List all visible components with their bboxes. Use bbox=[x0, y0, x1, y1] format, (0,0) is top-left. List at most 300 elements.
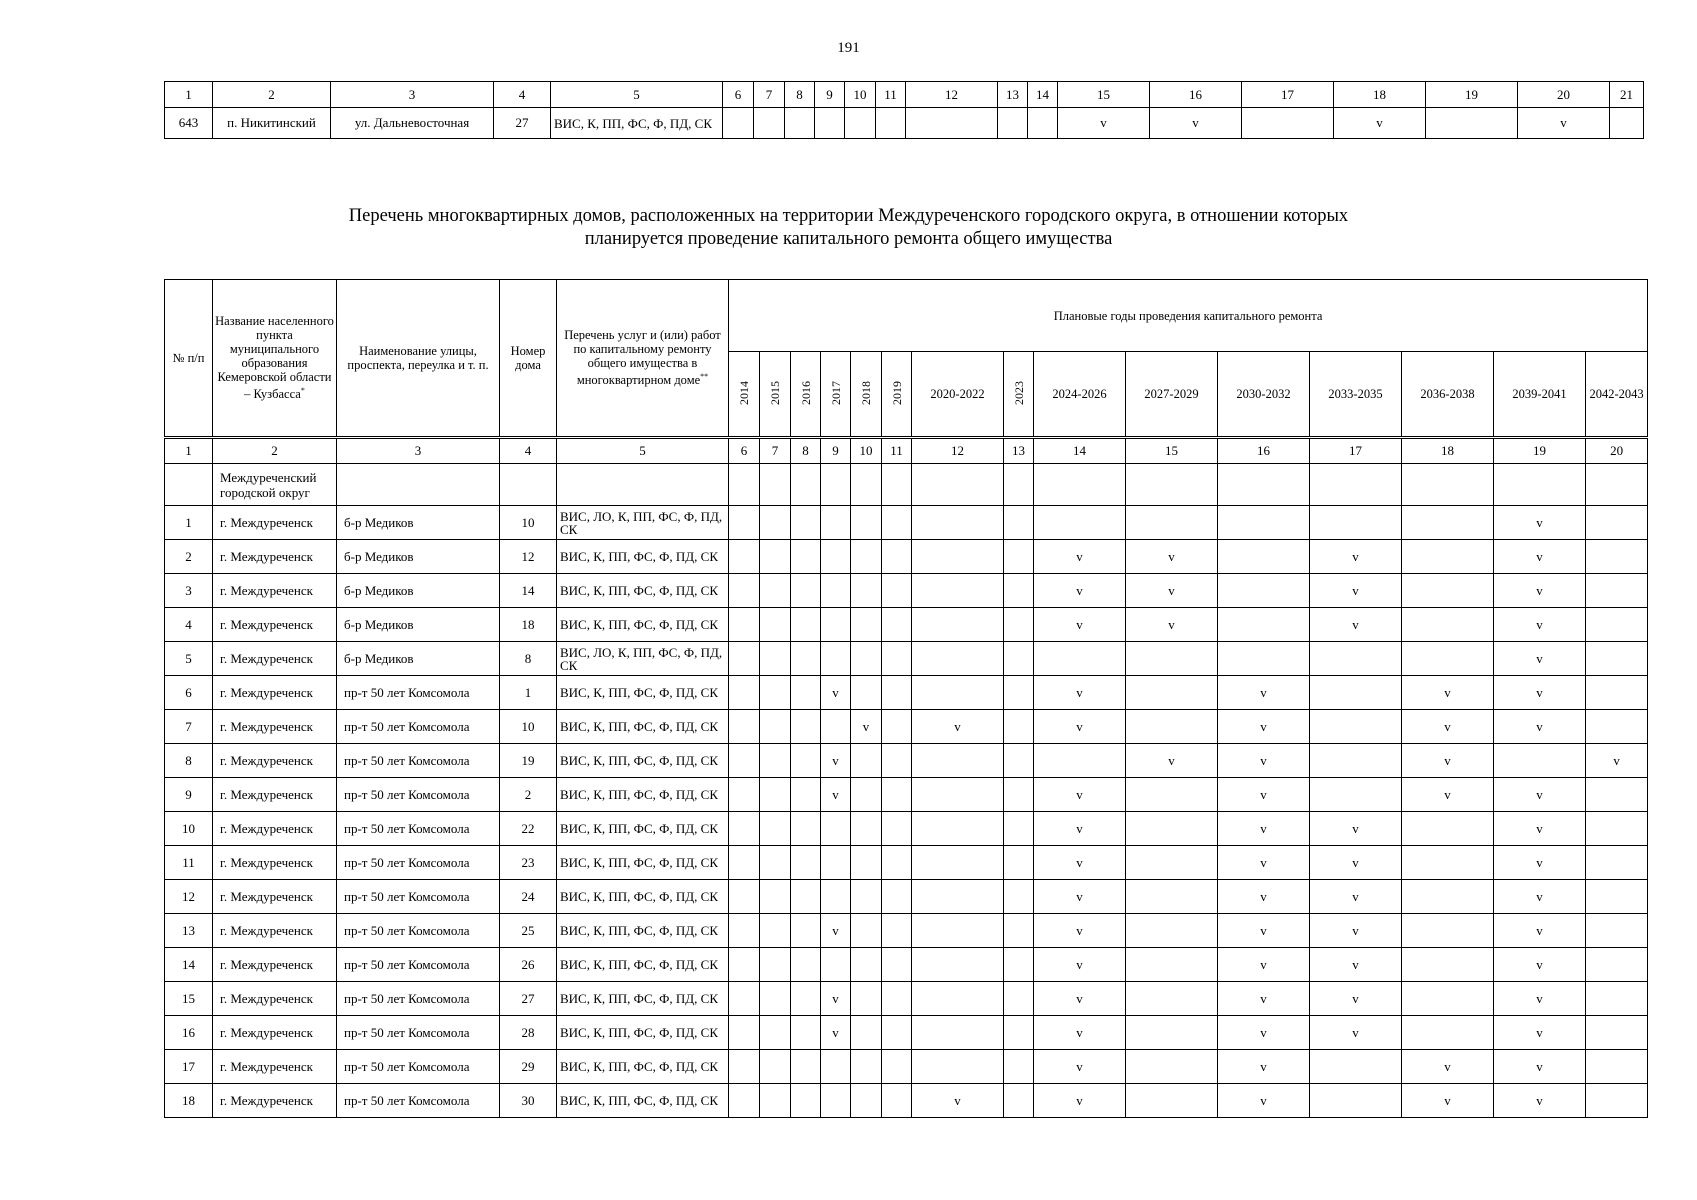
table-row bbox=[165, 108, 1644, 139]
column-number: 9 bbox=[815, 82, 845, 108]
services-cell: ВИС, К, ПП, ФС, Ф, ПД, СК bbox=[557, 914, 729, 948]
mark-cell bbox=[1004, 710, 1034, 744]
mark-cell: v bbox=[912, 710, 1004, 744]
mark-cell bbox=[1494, 744, 1586, 778]
row-number: 17 bbox=[165, 1050, 213, 1084]
street-cell: пр-т 50 лет Комсомола bbox=[337, 1016, 500, 1050]
mark-cell bbox=[1004, 574, 1034, 608]
mark-cell: v bbox=[1494, 642, 1586, 676]
mark-cell bbox=[1126, 506, 1218, 540]
table-row bbox=[165, 710, 1648, 744]
row-number: 5 bbox=[165, 642, 213, 676]
mark-cell bbox=[1242, 108, 1334, 139]
mark-cell bbox=[1004, 642, 1034, 676]
header-services: Перечень услуг и (или) работ по капитальному ремонту общего имущества в многоквартирном доме** bbox=[557, 280, 729, 438]
house-cell: 18 bbox=[500, 608, 557, 642]
column-number: 13 bbox=[1004, 438, 1034, 464]
locality-cell: г. Междуреченск bbox=[213, 982, 337, 1016]
mark-cell: v bbox=[1034, 778, 1126, 812]
row-number: 7 bbox=[165, 710, 213, 744]
mark-cell bbox=[876, 108, 906, 139]
mark-cell bbox=[729, 1016, 760, 1050]
previous-page-table bbox=[164, 81, 1644, 139]
mark-cell: v bbox=[1034, 948, 1126, 982]
services-cell: ВИС, К, ПП, ФС, Ф, ПД, СК bbox=[557, 1016, 729, 1050]
street-cell: пр-т 50 лет Комсомола bbox=[337, 914, 500, 948]
header-year-range: 2020-2022 bbox=[912, 352, 1004, 438]
mark-cell: v bbox=[1494, 778, 1586, 812]
column-number: 6 bbox=[723, 82, 754, 108]
mark-cell bbox=[912, 778, 1004, 812]
mark-cell: v bbox=[1310, 574, 1402, 608]
header-year-range: 2024-2026 bbox=[1034, 352, 1126, 438]
mark-cell bbox=[1426, 108, 1518, 139]
mark-cell bbox=[1586, 846, 1648, 880]
mark-cell bbox=[912, 948, 1004, 982]
mark-cell: v bbox=[1218, 778, 1310, 812]
mark-cell bbox=[729, 880, 760, 914]
table-row bbox=[165, 914, 1648, 948]
services-cell: ВИС, К, ПП, ФС, Ф, ПД, СК bbox=[557, 880, 729, 914]
row-number: 4 bbox=[165, 608, 213, 642]
mark-cell bbox=[729, 574, 760, 608]
mark-cell bbox=[1610, 108, 1644, 139]
mark-cell bbox=[882, 506, 912, 540]
mark-cell: v bbox=[1334, 108, 1426, 139]
locality-cell: г. Междуреченск bbox=[213, 710, 337, 744]
house-cell: 22 bbox=[500, 812, 557, 846]
locality-cell: г. Междуреченск bbox=[213, 608, 337, 642]
row-number: 8 bbox=[165, 744, 213, 778]
mark-cell bbox=[785, 108, 815, 139]
mark-cell: v bbox=[851, 710, 882, 744]
mark-cell bbox=[1004, 846, 1034, 880]
mark-cell bbox=[1218, 574, 1310, 608]
mark-cell bbox=[882, 948, 912, 982]
mark-cell: v bbox=[1218, 710, 1310, 744]
mark-cell bbox=[912, 846, 1004, 880]
mark-cell bbox=[1126, 914, 1218, 948]
table-row bbox=[165, 1016, 1648, 1050]
mark-cell bbox=[1004, 540, 1034, 574]
mark-cell bbox=[1004, 812, 1034, 846]
mark-cell bbox=[821, 846, 851, 880]
mark-cell bbox=[1310, 778, 1402, 812]
mark-cell bbox=[912, 540, 1004, 574]
mark-cell: v bbox=[1310, 1016, 1402, 1050]
row-number: 1 bbox=[165, 506, 213, 540]
mark-cell: v bbox=[1494, 574, 1586, 608]
column-number: 12 bbox=[906, 82, 998, 108]
table-row bbox=[165, 948, 1648, 982]
column-number-row bbox=[165, 82, 1644, 108]
locality-cell: г. Междуреченск bbox=[213, 506, 337, 540]
mark-cell: v bbox=[1218, 812, 1310, 846]
mark-cell bbox=[760, 914, 791, 948]
locality-cell: г. Междуреченск bbox=[213, 744, 337, 778]
street-cell: б-р Медиков bbox=[337, 540, 500, 574]
mark-cell bbox=[760, 506, 791, 540]
street-cell: пр-т 50 лет Комсомола bbox=[337, 880, 500, 914]
mark-cell bbox=[1310, 506, 1402, 540]
mark-cell: v bbox=[1218, 948, 1310, 982]
mark-cell: v bbox=[1494, 982, 1586, 1016]
mark-cell bbox=[1004, 1050, 1034, 1084]
street-cell: пр-т 50 лет Комсомола bbox=[337, 982, 500, 1016]
house-cell: 27 bbox=[494, 108, 551, 139]
column-number: 1 bbox=[165, 82, 213, 108]
mark-cell: v bbox=[1034, 846, 1126, 880]
header-year: 2016 bbox=[791, 352, 821, 438]
mark-cell: v bbox=[1494, 676, 1586, 710]
group-label: Междуреченский городской округ bbox=[213, 464, 337, 506]
services-cell: ВИС, ЛО, К, ПП, ФС, Ф, ПД, СК bbox=[557, 642, 729, 676]
mark-cell bbox=[729, 676, 760, 710]
mark-cell: v bbox=[1034, 608, 1126, 642]
row-number: 643 bbox=[165, 108, 213, 139]
mark-cell: v bbox=[1218, 880, 1310, 914]
mark-cell: v bbox=[1034, 982, 1126, 1016]
mark-cell bbox=[1126, 948, 1218, 982]
services-cell: ВИС, ЛО, К, ПП, ФС, Ф, ПД, СК bbox=[557, 506, 729, 540]
mark-cell bbox=[1402, 812, 1494, 846]
header-year: 2019 bbox=[882, 352, 912, 438]
street-cell: б-р Медиков bbox=[337, 574, 500, 608]
mark-cell bbox=[1310, 676, 1402, 710]
header-year: 2017 bbox=[821, 352, 851, 438]
table-row bbox=[165, 642, 1648, 676]
mark-cell: v bbox=[1494, 506, 1586, 540]
mark-cell: v bbox=[1494, 846, 1586, 880]
services-cell: ВИС, К, ПП, ФС, Ф, ПД, СК bbox=[557, 812, 729, 846]
mark-cell bbox=[906, 108, 998, 139]
street-cell: пр-т 50 лет Комсомола bbox=[337, 1050, 500, 1084]
mark-cell bbox=[1034, 506, 1126, 540]
mark-cell bbox=[791, 608, 821, 642]
column-number: 14 bbox=[1034, 438, 1126, 464]
house-cell: 28 bbox=[500, 1016, 557, 1050]
mark-cell bbox=[912, 982, 1004, 1016]
mark-cell bbox=[912, 642, 1004, 676]
mark-cell bbox=[882, 642, 912, 676]
mark-cell bbox=[1586, 880, 1648, 914]
mark-cell bbox=[1586, 676, 1648, 710]
house-cell: 23 bbox=[500, 846, 557, 880]
mark-cell bbox=[1218, 540, 1310, 574]
locality-cell: г. Междуреченск bbox=[213, 574, 337, 608]
mark-cell: v bbox=[1402, 744, 1494, 778]
header-year-range: 2027-2029 bbox=[1126, 352, 1218, 438]
column-number: 14 bbox=[1028, 82, 1058, 108]
house-cell: 12 bbox=[500, 540, 557, 574]
column-number: 10 bbox=[845, 82, 876, 108]
street-cell: б-р Медиков bbox=[337, 506, 500, 540]
mark-cell: v bbox=[1034, 812, 1126, 846]
services-cell: ВИС, К, ПП, ФС, Ф, ПД, СК bbox=[557, 540, 729, 574]
mark-cell: v bbox=[1310, 608, 1402, 642]
table-row bbox=[165, 846, 1648, 880]
services-cell: ВИС, К, ПП, ФС, Ф, ПД, СК bbox=[557, 574, 729, 608]
house-cell: 10 bbox=[500, 710, 557, 744]
group-row bbox=[165, 464, 1648, 506]
mark-cell bbox=[851, 1016, 882, 1050]
mark-cell bbox=[912, 676, 1004, 710]
mark-cell: v bbox=[1034, 914, 1126, 948]
mark-cell bbox=[1586, 1050, 1648, 1084]
house-cell: 29 bbox=[500, 1050, 557, 1084]
row-number: 11 bbox=[165, 846, 213, 880]
street-cell: пр-т 50 лет Комсомола bbox=[337, 1084, 500, 1118]
column-number: 20 bbox=[1586, 438, 1648, 464]
mark-cell bbox=[760, 608, 791, 642]
column-number: 16 bbox=[1218, 438, 1310, 464]
column-number: 16 bbox=[1150, 82, 1242, 108]
mark-cell: v bbox=[1494, 1016, 1586, 1050]
column-number: 15 bbox=[1058, 82, 1150, 108]
mark-cell: v bbox=[1402, 1084, 1494, 1118]
mark-cell bbox=[729, 540, 760, 574]
mark-cell bbox=[791, 642, 821, 676]
mark-cell bbox=[1126, 642, 1218, 676]
mark-cell bbox=[912, 744, 1004, 778]
mark-cell bbox=[851, 1084, 882, 1118]
header-year: 2014 bbox=[729, 352, 760, 438]
mark-cell bbox=[729, 948, 760, 982]
mark-cell: v bbox=[1310, 982, 1402, 1016]
services-cell: ВИС, К, ПП, ФС, Ф, ПД, СК bbox=[557, 1084, 729, 1118]
mark-cell: v bbox=[1126, 540, 1218, 574]
mark-cell bbox=[1126, 846, 1218, 880]
mark-cell: v bbox=[1518, 108, 1610, 139]
mark-cell bbox=[760, 778, 791, 812]
mark-cell bbox=[851, 846, 882, 880]
mark-cell bbox=[882, 812, 912, 846]
street-cell: ул. Дальневосточная bbox=[331, 108, 494, 139]
mark-cell bbox=[912, 880, 1004, 914]
mark-cell: v bbox=[1310, 540, 1402, 574]
services-cell: ВИС, К, ПП, ФС, Ф, ПД, СК bbox=[557, 608, 729, 642]
mark-cell bbox=[1310, 642, 1402, 676]
mark-cell: v bbox=[1494, 880, 1586, 914]
mark-cell bbox=[821, 1050, 851, 1084]
table-row bbox=[165, 574, 1648, 608]
mark-cell: v bbox=[1034, 1084, 1126, 1118]
mark-cell: v bbox=[821, 982, 851, 1016]
mark-cell bbox=[821, 948, 851, 982]
table-row bbox=[165, 982, 1648, 1016]
mark-cell bbox=[882, 608, 912, 642]
header-year-range: 2033-2035 bbox=[1310, 352, 1402, 438]
mark-cell bbox=[729, 846, 760, 880]
services-cell: ВИС, К, ПП, ФС, Ф, ПД, СК bbox=[557, 948, 729, 982]
mark-cell bbox=[760, 540, 791, 574]
mark-cell bbox=[882, 1050, 912, 1084]
table-row bbox=[165, 676, 1648, 710]
house-cell: 24 bbox=[500, 880, 557, 914]
house-cell: 10 bbox=[500, 506, 557, 540]
locality-cell: г. Междуреченск bbox=[213, 1050, 337, 1084]
header-year: 2015 bbox=[760, 352, 791, 438]
column-number: 5 bbox=[557, 438, 729, 464]
mark-cell bbox=[1034, 642, 1126, 676]
mark-cell bbox=[1126, 1084, 1218, 1118]
mark-cell bbox=[851, 642, 882, 676]
column-number: 7 bbox=[754, 82, 785, 108]
mark-cell bbox=[851, 676, 882, 710]
mark-cell bbox=[729, 744, 760, 778]
column-number: 19 bbox=[1426, 82, 1518, 108]
mark-cell bbox=[882, 744, 912, 778]
mark-cell: v bbox=[1034, 540, 1126, 574]
mark-cell bbox=[760, 1016, 791, 1050]
column-number: 11 bbox=[882, 438, 912, 464]
column-number: 11 bbox=[876, 82, 906, 108]
street-cell: пр-т 50 лет Комсомола bbox=[337, 778, 500, 812]
mark-cell bbox=[729, 608, 760, 642]
mark-cell: v bbox=[821, 676, 851, 710]
mark-cell bbox=[1586, 506, 1648, 540]
column-number-row bbox=[165, 438, 1648, 464]
mark-cell bbox=[1004, 506, 1034, 540]
house-cell: 1 bbox=[500, 676, 557, 710]
table-row bbox=[165, 744, 1648, 778]
mark-cell bbox=[791, 812, 821, 846]
mark-cell bbox=[1402, 608, 1494, 642]
mark-cell: v bbox=[1494, 948, 1586, 982]
mark-cell: v bbox=[1126, 744, 1218, 778]
row-number: 9 bbox=[165, 778, 213, 812]
mark-cell bbox=[729, 778, 760, 812]
mark-cell bbox=[1004, 880, 1034, 914]
services-cell: ВИС, К, ПП, ФС, Ф, ПД, СК bbox=[557, 1050, 729, 1084]
mark-cell bbox=[1004, 1084, 1034, 1118]
mark-cell: v bbox=[1310, 846, 1402, 880]
column-number: 3 bbox=[331, 82, 494, 108]
mark-cell bbox=[851, 948, 882, 982]
mark-cell bbox=[821, 880, 851, 914]
mark-cell bbox=[1586, 914, 1648, 948]
street-cell: пр-т 50 лет Комсомола bbox=[337, 710, 500, 744]
mark-cell bbox=[1034, 744, 1126, 778]
mark-cell bbox=[1004, 948, 1034, 982]
mark-cell bbox=[754, 108, 785, 139]
table-row bbox=[165, 778, 1648, 812]
mark-cell bbox=[1402, 846, 1494, 880]
row-number: 3 bbox=[165, 574, 213, 608]
mark-cell bbox=[729, 1084, 760, 1118]
mark-cell bbox=[1126, 812, 1218, 846]
locality-cell: г. Междуреченск bbox=[213, 1084, 337, 1118]
mark-cell bbox=[882, 540, 912, 574]
column-number: 4 bbox=[500, 438, 557, 464]
mark-cell bbox=[1402, 642, 1494, 676]
mark-cell bbox=[851, 506, 882, 540]
mark-cell bbox=[1586, 948, 1648, 982]
mark-cell: v bbox=[912, 1084, 1004, 1118]
house-cell: 8 bbox=[500, 642, 557, 676]
mark-cell bbox=[729, 506, 760, 540]
street-cell: пр-т 50 лет Комсомола bbox=[337, 676, 500, 710]
mark-cell bbox=[1402, 880, 1494, 914]
row-number: 15 bbox=[165, 982, 213, 1016]
mark-cell: v bbox=[1494, 608, 1586, 642]
column-number: 8 bbox=[785, 82, 815, 108]
title-line-1: Перечень многоквартирных домов, расположенных на территории Междуреченского городского округа, в отношении которых bbox=[348, 206, 1349, 226]
column-number: 1 bbox=[165, 438, 213, 464]
mark-cell: v bbox=[1218, 846, 1310, 880]
mark-cell bbox=[851, 540, 882, 574]
mark-cell bbox=[1126, 710, 1218, 744]
mark-cell bbox=[1126, 778, 1218, 812]
house-cell: 26 bbox=[500, 948, 557, 982]
mark-cell bbox=[1004, 1016, 1034, 1050]
column-number: 10 bbox=[851, 438, 882, 464]
header-year-range: 2030-2032 bbox=[1218, 352, 1310, 438]
locality-cell: г. Междуреченск bbox=[213, 676, 337, 710]
mark-cell bbox=[1586, 982, 1648, 1016]
mark-cell bbox=[1402, 540, 1494, 574]
mark-cell bbox=[882, 1016, 912, 1050]
mark-cell bbox=[1586, 540, 1648, 574]
mark-cell: v bbox=[1218, 982, 1310, 1016]
house-cell: 19 bbox=[500, 744, 557, 778]
column-number: 13 bbox=[998, 82, 1028, 108]
mark-cell bbox=[791, 778, 821, 812]
mark-cell: v bbox=[1126, 608, 1218, 642]
mark-cell: v bbox=[1218, 744, 1310, 778]
header-number: № п/п bbox=[165, 280, 213, 438]
mark-cell bbox=[912, 506, 1004, 540]
mark-cell bbox=[791, 948, 821, 982]
mark-cell bbox=[760, 642, 791, 676]
mark-cell: v bbox=[1494, 1050, 1586, 1084]
mark-cell bbox=[882, 676, 912, 710]
mark-cell bbox=[1586, 642, 1648, 676]
column-number: 18 bbox=[1402, 438, 1494, 464]
mark-cell bbox=[882, 846, 912, 880]
mark-cell bbox=[760, 710, 791, 744]
house-cell: 2 bbox=[500, 778, 557, 812]
mark-cell bbox=[760, 846, 791, 880]
column-number: 21 bbox=[1610, 82, 1644, 108]
header-street: Наименование улицы, проспекта, переулка и т. п. bbox=[337, 280, 500, 438]
mark-cell bbox=[882, 1084, 912, 1118]
mark-cell bbox=[1218, 506, 1310, 540]
mark-cell bbox=[791, 846, 821, 880]
mark-cell: v bbox=[1034, 676, 1126, 710]
column-number: 2 bbox=[213, 82, 331, 108]
mark-cell bbox=[1126, 1050, 1218, 1084]
mark-cell: v bbox=[1126, 574, 1218, 608]
mark-cell bbox=[1310, 744, 1402, 778]
services-cell: ВИС, К, ПП, ФС, Ф, ПД, СК bbox=[557, 744, 729, 778]
mark-cell bbox=[1004, 982, 1034, 1016]
mark-cell bbox=[882, 710, 912, 744]
mark-cell: v bbox=[1034, 1050, 1126, 1084]
mark-cell: v bbox=[1034, 880, 1126, 914]
column-number: 6 bbox=[729, 438, 760, 464]
mark-cell: v bbox=[1034, 574, 1126, 608]
header-year: 2018 bbox=[851, 352, 882, 438]
mark-cell bbox=[791, 982, 821, 1016]
mark-cell bbox=[1310, 1050, 1402, 1084]
row-number: 16 bbox=[165, 1016, 213, 1050]
mark-cell bbox=[912, 1016, 1004, 1050]
mark-cell bbox=[821, 710, 851, 744]
mark-cell bbox=[1586, 710, 1648, 744]
mark-cell: v bbox=[1218, 1084, 1310, 1118]
mark-cell bbox=[851, 1050, 882, 1084]
